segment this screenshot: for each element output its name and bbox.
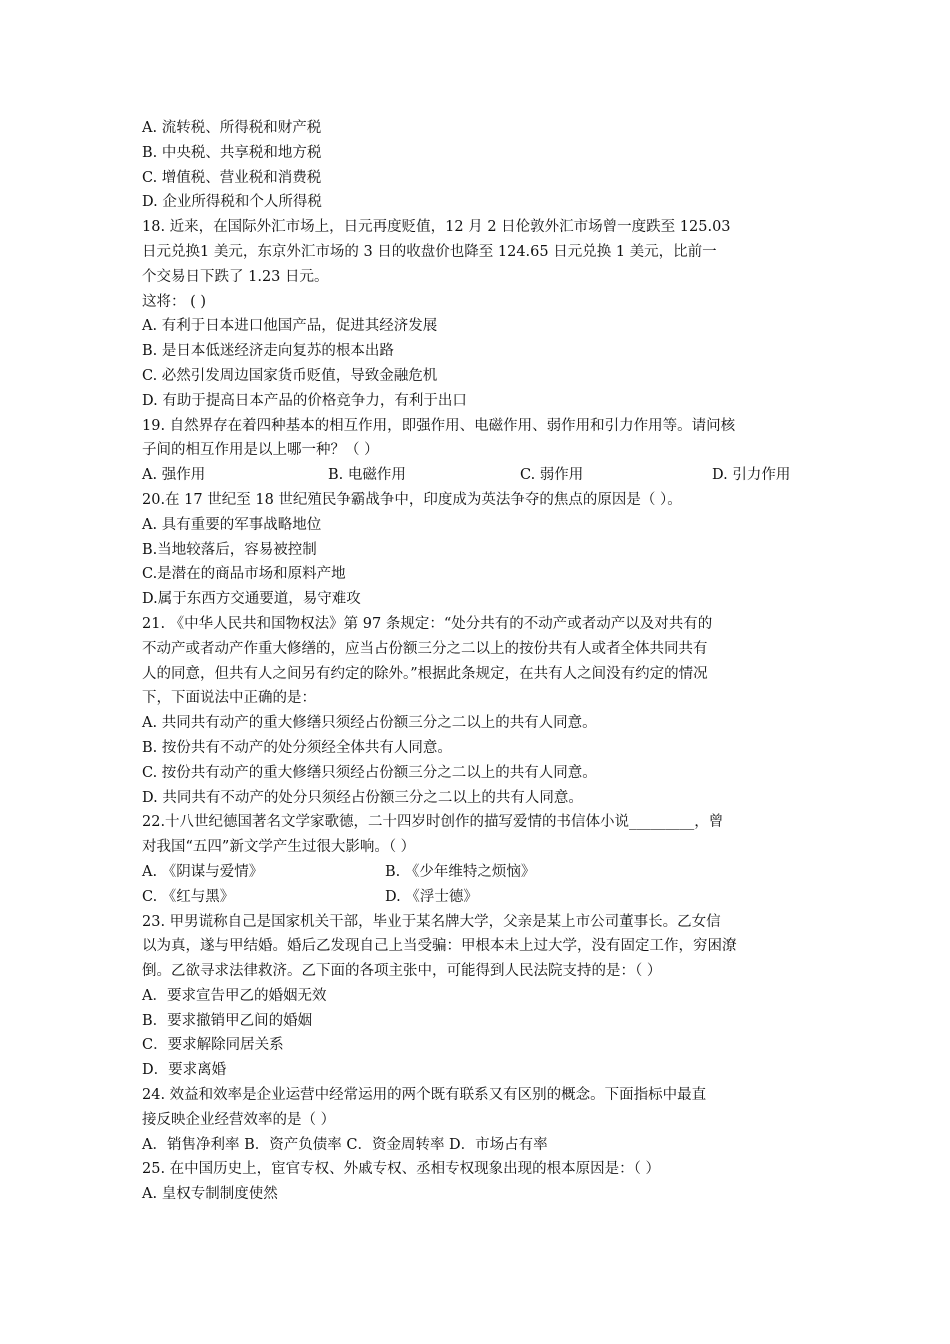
q23-stem-line-2: 以为真，遂与甲结婚。婚后乙发现自己上当受骗：甲根本未上过大学，没有固定工作，穷困潦	[142, 938, 737, 955]
q21-option-b: B. 按份共有不动产的处分须经全体共有人同意。	[142, 739, 452, 756]
q19-stem-line-2: 子间的相互作用是以上哪一种？（ ）	[142, 442, 379, 459]
q24-stem-line-2: 接反映企业经营效率的是（ ）	[142, 1111, 336, 1128]
q18-stem-line-2: 日元兑换1 美元，东京外汇市场的 3 日的收盘价也降至 124.65 日元兑换 1 美元，比前一	[142, 243, 717, 260]
q21-stem-line-3: 人的同意，但共有人之间另有约定的除外。”根据此条规定，在共有人之间没有约定的情况	[142, 665, 708, 682]
q20-option-c: C.是潜在的商品市场和原料产地	[142, 566, 346, 583]
q23-option-b: B．要求撤销甲乙间的婚姻	[142, 1012, 313, 1029]
q21-stem-line-2: 不动产或者动产作重大修缮的，应当占份额三分之二以上的按份共有人或者全体共同共有	[142, 640, 708, 657]
q18-option-a: A. 有利于日本进口他国产品，促进其经济发展	[142, 318, 438, 335]
q19-options	[142, 463, 810, 488]
q18-stem-line-3: 个交易日下跌了 1.23 日元。	[142, 268, 329, 285]
q22-option-b: B. 《少年维特之烦恼》	[385, 863, 536, 880]
q20-option-b: B.当地较落后，容易被控制	[142, 541, 317, 558]
q21-option-c: C. 按份共有动产的重大修缮只须经占份额三分之二以上的共有人同意。	[142, 764, 597, 781]
q17-option-b: B. 中央税、共享税和地方税	[142, 144, 322, 161]
q19-stem-line-1: 19. 自然界存在着四种基本的相互作用，即强作用、电磁作用、弱作用和引力作用等。请问核	[142, 417, 736, 434]
q17-option-a: A. 流转税、所得税和财产税	[142, 120, 322, 136]
q18-option-c: C. 必然引发周边国家货币贬值，导致金融危机	[142, 367, 438, 384]
q22-option-c: C. 《红与黑》	[142, 888, 235, 905]
q18-stem-line-4: 这将： ( )	[142, 293, 207, 310]
q20-option-d: D.属于东西方交通要道，易守难攻	[142, 591, 361, 608]
q23-option-d: D．要求离婚	[142, 1062, 227, 1079]
q19-option-c: C. 弱作用	[520, 467, 584, 484]
q21-option-d: D. 共同共有不动产的处分只须经占份额三分之二以上的共有人同意。	[142, 789, 583, 806]
q23-option-c: C．要求解除同居关系	[142, 1037, 284, 1054]
q23-option-a: A．要求宣告甲乙的婚姻无效	[142, 987, 327, 1004]
q22-option-a: A. 《阴谋与爱情》	[142, 863, 264, 880]
q22-option-d: D. 《浮士德》	[385, 888, 478, 905]
q22-stem-line-2: 对我国“五四”新文学产生过很大影响。（ ）	[142, 839, 416, 856]
q18-option-d: D. 有助于提高日本产品的价格竞争力，有利于出口	[142, 392, 467, 409]
q20-option-a: A. 具有重要的军事战略地位	[142, 516, 322, 533]
q22-options-row-1	[142, 860, 810, 885]
q25-stem: 25. 在中国历史上，宦官专权、外戚专权、丞相专权现象出现的根本原因是：（ ）	[142, 1161, 661, 1178]
q19-option-d: D. 引力作用	[712, 467, 791, 484]
q23-stem-line-1: 23. 甲男谎称自己是国家机关干部，毕业于某名牌大学，父亲是某上市公司董事长。乙女信	[142, 913, 721, 930]
q18-option-b: B. 是日本低迷经济走向复苏的根本出路	[142, 343, 394, 360]
q20-stem: 20.在 17 世纪至 18 世纪殖民争霸战争中，印度成为英法争夺的焦点的原因是（ ）。	[142, 491, 682, 508]
q24-options: A．销售净利率 B．资产负债率 C．资金周转率 D．市场占有率	[142, 1136, 548, 1153]
q18-stem-line-1: 18. 近来，在国际外汇市场上，日元再度贬值，12 月 2 日伦敦外汇市场曾一度跌至 125.03	[142, 219, 731, 236]
q17-option-d: D. 企业所得税和个人所得税	[142, 194, 322, 211]
q25-option-a: A. 皇权专制制度使然	[142, 1186, 278, 1203]
q19-option-a: A. 强作用	[142, 467, 206, 484]
q21-stem-line-4: 下，下面说法中正确的是：	[142, 690, 316, 707]
q23-stem-line-3: 倒。乙欲寻求法律救济。乙下面的各项主张中，可能得到人民法院支持的是：（ ）	[142, 963, 662, 980]
q24-stem-line-1: 24. 效益和效率是企业运营中经常运用的两个既有联系又有区别的概念。下面指标中最直	[142, 1087, 707, 1104]
q21-option-a: A. 共同共有动产的重大修缮只须经占份额三分之二以上的共有人同意。	[142, 715, 597, 732]
q22-options-row-2	[142, 885, 810, 910]
q19-option-b: B. 电磁作用	[328, 467, 406, 484]
exam-page	[142, 116, 810, 1207]
q22-stem-line-1: 22.十八世纪德国著名文学家歌德，二十四岁时创作的描写爱情的书信体小说_________，曾	[142, 814, 724, 831]
q21-stem-line-1: 21. 《中华人民共和国物权法》第 97 条规定：“处分共有的不动产或者动产以及对共有的	[142, 615, 713, 632]
q17-option-c: C. 增值税、营业税和消费税	[142, 169, 322, 186]
